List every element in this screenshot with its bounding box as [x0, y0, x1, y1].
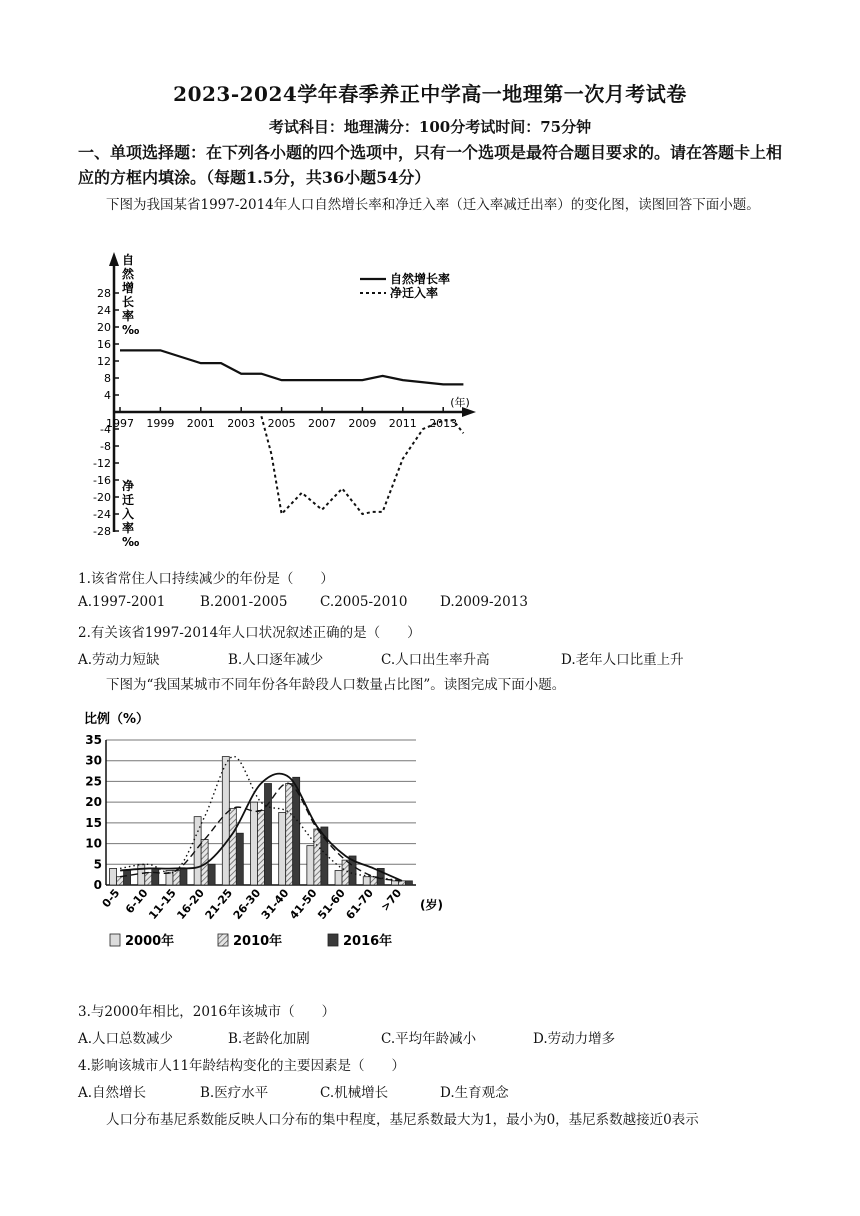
- q2-option-c[interactable]: C.人口出生率升高: [381, 652, 490, 668]
- bar-2000: [110, 868, 117, 885]
- bar-2016: [265, 784, 272, 886]
- bar-2000: [251, 802, 258, 885]
- legend-swatch-2010年: [218, 934, 228, 946]
- y-tick-label: 28: [97, 287, 111, 300]
- bar-2000: [222, 757, 229, 885]
- x-tick-label: 51-60: [315, 886, 348, 922]
- y-axis-arrow: [109, 252, 119, 266]
- x-tick-label: 31-40: [258, 886, 292, 922]
- bar-2010: [314, 829, 321, 885]
- question-2-stem: 2.有关该省1997-2014年人口状况叙述正确的是（ ）: [78, 625, 421, 641]
- bar-2010: [229, 808, 236, 885]
- legend-label-net-migration: 净迁入率: [390, 286, 439, 300]
- x-tick-label: 2009: [348, 417, 377, 430]
- y-tick-label: 15: [85, 815, 102, 830]
- bar-2016: [405, 881, 412, 885]
- question-4-stem: 4.影响该城市人11年龄结构变化的主要因素是（ ）: [78, 1058, 406, 1074]
- y-tick-label: 8: [104, 372, 111, 385]
- x-tick-label: 41-50: [287, 886, 320, 922]
- y-tick-label: -28: [93, 525, 111, 538]
- x-tick-label: 21-25: [202, 886, 236, 922]
- bar-2016: [124, 871, 131, 886]
- age-structure-chart: [78, 705, 478, 955]
- q3-option-c[interactable]: C.平均年龄减小: [381, 1031, 477, 1047]
- y-tick-label: 5: [93, 857, 102, 872]
- y-tick-label: -16: [93, 474, 111, 487]
- y-tick-label: 0: [93, 878, 102, 892]
- q2-option-a[interactable]: A.劳动力短缺: [78, 652, 160, 668]
- q1-option-c[interactable]: C.2005-2010: [320, 594, 408, 610]
- q2-option-d[interactable]: D.老年人口比重上升: [561, 652, 684, 668]
- bar-2000: [335, 871, 342, 886]
- y-tick-label: 12: [97, 355, 111, 368]
- y-tick-label: 10: [85, 836, 102, 851]
- q3-option-a[interactable]: A.人口总数减少: [78, 1031, 174, 1047]
- legend-label-2000年: 2000年: [125, 934, 175, 949]
- x-tick-label: 2007: [308, 417, 336, 430]
- x-tick-label: 2003: [227, 417, 256, 430]
- legend-label-2010年: 2010年: [233, 934, 283, 949]
- x-tick-label: >70: [378, 886, 405, 914]
- bar-2010: [342, 860, 349, 885]
- bar-2016: [180, 868, 187, 885]
- intro-paragraph-3: 人口分布基尼系数能反映人口分布的集中程度，基尼系数最大为1，最小为0，基尼系数越接近0表示: [106, 1112, 699, 1128]
- y-tick-label: 25: [85, 774, 102, 789]
- intro-paragraph-1: 下图为我国某省1997-2014年人口自然增长率和净迁入率（迁入率减迁出率）的变化图，读图回答下面小题。: [106, 197, 760, 213]
- q2-option-b[interactable]: B.人口逐年减少: [228, 652, 324, 668]
- bar-2000: [138, 864, 145, 885]
- y-axis-title: 比例（%）: [84, 712, 150, 727]
- x-tick-label: 2005: [267, 417, 296, 430]
- legend-label-2016年: 2016年: [343, 934, 393, 949]
- q4-option-b[interactable]: B.医疗水平: [200, 1085, 269, 1101]
- legend-swatch-2016年: [328, 934, 338, 946]
- series-line-natural-growth: [120, 350, 463, 384]
- bar-2000: [279, 813, 286, 886]
- y-tick-label: 20: [97, 321, 111, 334]
- y-tick-label: -20: [93, 491, 111, 504]
- bar-2016: [236, 833, 243, 885]
- bar-2000: [363, 877, 370, 885]
- legend-label-natural-growth: 自然增长率: [390, 272, 451, 286]
- x-tick-label: 11-15: [146, 886, 179, 922]
- series-line-net-migration: [261, 416, 463, 514]
- q1-option-a[interactable]: A.1997-2001: [78, 594, 166, 610]
- population-rate-chart: [90, 250, 490, 570]
- bar-2010: [398, 881, 405, 885]
- q4-option-c[interactable]: C.机械增长: [320, 1085, 389, 1101]
- y-tick-label: -4: [100, 423, 111, 436]
- bar-2016: [208, 864, 215, 885]
- bar-2016: [152, 868, 159, 885]
- x-tick-label: 1997: [106, 417, 134, 430]
- y-tick-label: 35: [85, 733, 102, 747]
- bar-2010: [258, 810, 265, 885]
- q3-option-d[interactable]: D.劳动力增多: [533, 1031, 616, 1047]
- intro-paragraph-2: 下图为“我国某城市不同年份各年龄段人口数量占比图”。读图完成下面小题。: [106, 677, 566, 693]
- y-tick-label: -12: [93, 457, 111, 470]
- x-tick-label: 2013: [429, 417, 458, 430]
- y-tick-label: 4: [104, 389, 111, 402]
- bar-2000: [391, 881, 398, 885]
- y-axis-label-bottom: 净迁入率‰: [122, 479, 140, 549]
- y-tick-label: 30: [85, 753, 102, 768]
- x-tick-label: 16-20: [174, 886, 207, 922]
- q4-option-a[interactable]: A.自然增长: [78, 1085, 147, 1101]
- y-tick-label: 16: [97, 338, 111, 351]
- exam-info: 考试科目：地理满分：100分考试时间：75分钟: [268, 118, 592, 136]
- q1-option-b[interactable]: B.2001-2005: [200, 594, 288, 610]
- x-axis-unit: (年): [450, 396, 470, 409]
- page-title: 2023-2024学年春季养正中学高一地理第一次月考试卷: [173, 82, 687, 106]
- x-axis-unit: (岁): [420, 898, 443, 912]
- bar-2010: [286, 784, 293, 886]
- y-tick-label: -8: [100, 440, 111, 453]
- q4-option-d[interactable]: D.生育观念: [440, 1085, 509, 1101]
- x-tick-label: 2001: [186, 417, 215, 430]
- x-tick-label: 0-5: [99, 886, 123, 911]
- bar-2010: [117, 877, 124, 885]
- legend-swatch-2000年: [110, 934, 120, 946]
- section-heading: 一、单项选择题：在下列各小题的四个选项中，只有一个选项是最符合题目要求的。请在答题卡上相应的方框内填涂。（每题1.5分，共36小题54分）: [78, 143, 783, 187]
- bar-2000: [307, 846, 314, 885]
- question-1-stem: 1.该省常住人口持续减少的年份是（ ）: [78, 571, 334, 587]
- y-tick-label: 24: [97, 304, 111, 317]
- x-tick-label: 1999: [146, 417, 175, 430]
- x-tick-label: 61-70: [343, 886, 377, 922]
- bar-2010: [145, 873, 152, 885]
- bar-2010: [173, 871, 180, 886]
- x-tick-label: 6-10: [122, 886, 151, 917]
- question-3-stem: 3.与2000年相比，2016年该城市（ ）: [78, 1004, 336, 1020]
- q3-option-b[interactable]: B.老龄化加剧: [228, 1031, 310, 1047]
- y-tick-label: -24: [93, 508, 111, 521]
- x-tick-label: 26-30: [230, 886, 264, 922]
- y-axis-label-top: 自然增长率‰: [122, 253, 140, 337]
- x-tick-label: 2011: [388, 417, 417, 430]
- q1-option-d[interactable]: D.2009-2013: [440, 594, 528, 610]
- y-tick-label: 20: [85, 795, 102, 810]
